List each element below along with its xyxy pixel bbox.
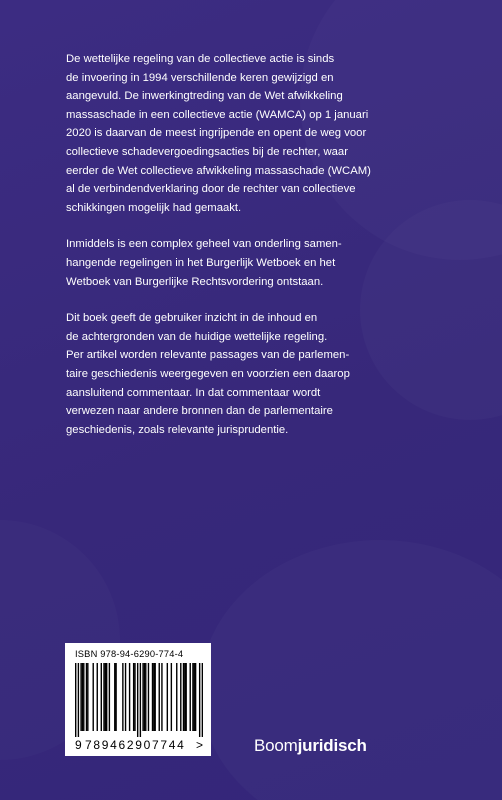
barcode-bar <box>78 663 79 737</box>
barcode-bar <box>192 663 193 731</box>
barcode-bar <box>152 663 153 731</box>
barcode-bar <box>184 663 185 731</box>
barcode-bar <box>105 663 106 731</box>
barcode-bar <box>93 663 94 731</box>
barcode-bar <box>80 663 81 731</box>
blurb-paragraph-2: Inmiddels is een complex geheel van onderling samen- hangende regelingen in het Burgerlijk Wetboek en het Wetboek van Burgerlijke Rechtsvordering ontstaan. <box>66 238 342 288</box>
barcode-bar <box>106 663 107 731</box>
barcode-bar <box>109 663 110 731</box>
barcode-bar <box>159 663 160 731</box>
barcode-bar <box>183 663 184 731</box>
ean-digits: 789462907744 <box>85 738 186 752</box>
ean-quiet-zone-mark: > <box>195 738 203 752</box>
barcode-bar <box>194 663 195 731</box>
publisher-brand: Boom <box>254 736 298 755</box>
barcode-bar <box>142 663 143 731</box>
barcode-bar <box>154 663 155 731</box>
blurb-paragraph-3: Dit boek geeft de gebruiker inzicht in de inhoud en de achtergronden van de huidige wettelijke regeling. Per artikel worden relevante passages van de parlemen- taire geschiedenis weergegeven en voorzien een daarop aansluitend commentaar. In dat commentaar wordt verwezen naar andere bronnen dan de parlementaire geschiedenis, zoals relevante jurisprudentie. <box>66 312 350 436</box>
barcode-bar <box>137 663 138 737</box>
barcode-bar <box>129 663 130 731</box>
ean-digits-row <box>75 738 203 752</box>
barcode-bar <box>134 663 135 731</box>
barcode-bar <box>195 663 196 731</box>
barcode-bar <box>153 663 154 731</box>
barcode-bars <box>75 663 203 737</box>
barcode-bar <box>171 663 172 731</box>
barcode-bar <box>161 663 162 731</box>
isbn-barcode <box>65 643 211 756</box>
barcode-bar <box>82 663 83 731</box>
barcode-bar <box>103 663 104 731</box>
barcode-bar <box>115 663 116 731</box>
decorative-shape <box>200 540 502 800</box>
barcode-bar <box>83 663 84 731</box>
barcode-bar <box>199 663 200 737</box>
barcode-bar <box>114 663 115 731</box>
barcode-bar <box>86 663 87 731</box>
barcode-bar <box>202 663 203 737</box>
barcode-bar <box>180 663 181 731</box>
barcode-bar <box>144 663 145 731</box>
barcode-bar <box>185 663 186 731</box>
barcode-bar <box>87 663 88 731</box>
barcode-bar <box>190 663 191 731</box>
barcode-bar <box>101 663 102 731</box>
barcode-bar <box>140 663 141 737</box>
blurb-text <box>66 50 406 457</box>
barcode-bar <box>97 663 98 731</box>
ean-first-digit: 9 <box>75 738 82 752</box>
publisher-imprint: juridisch <box>297 736 367 755</box>
barcode-bar <box>176 663 177 731</box>
isbn-label: ISBN 978-94-6290-774-4 <box>75 649 184 659</box>
publisher-logo <box>254 736 367 756</box>
barcode-bar <box>75 663 76 737</box>
blurb-paragraph-1: De wettelijke regeling van de collectieve actie is sinds de invoering in 1994 verschillende keren gewijzigd en aangevuld. De inwerkingtreding van de Wet afwikkeling massaschade in een collectieve actie (WAMCA) op 1 januari 2020 is daarvan de meest ingrijpende en opent de weg voor collectieve schadevergoedingsacties bij de rechter, waar eerder de Wet collectieve afwikkeling massaschade (WCAM) al de verbindendverklaring door de rechter van collectieve schikkingen mogelijk had gemaakt. <box>66 53 371 214</box>
barcode-bar <box>125 663 126 731</box>
barcode-bar <box>122 663 123 731</box>
barcode-bar <box>145 663 146 731</box>
barcode-bar <box>133 663 134 731</box>
barcode-bar <box>167 663 168 731</box>
barcode-bar <box>148 663 149 731</box>
